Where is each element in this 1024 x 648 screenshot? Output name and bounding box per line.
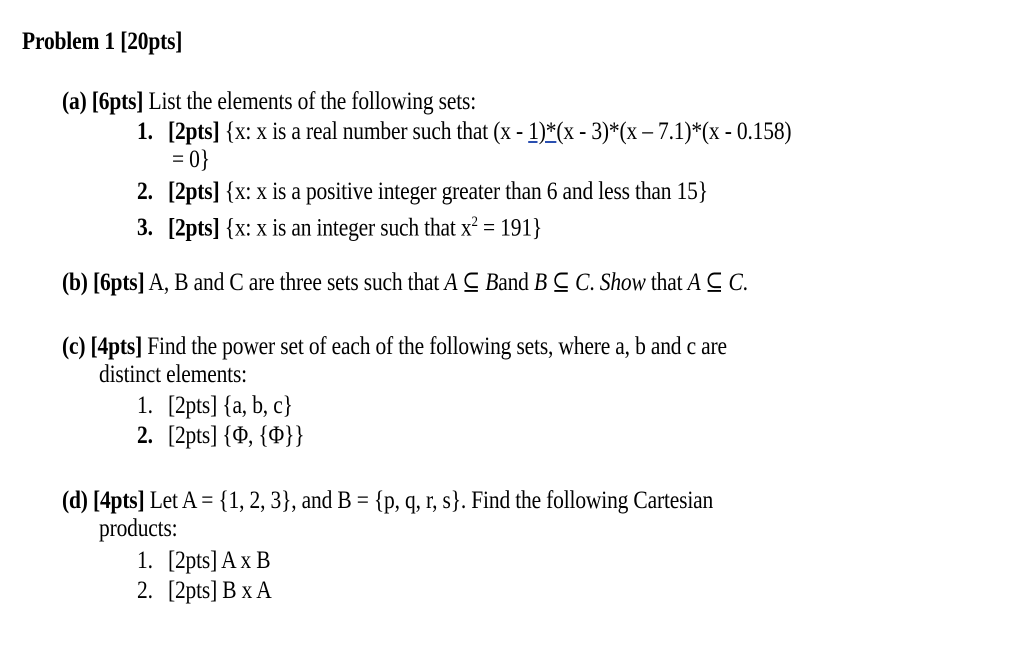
- part-b-text: .: [742, 269, 748, 296]
- item-text: {x: x is a real number such that (x -: [219, 118, 529, 145]
- superscript: 2: [471, 214, 478, 230]
- item-number: 1.: [137, 547, 153, 574]
- part-a-label: (a) [6pts]: [62, 88, 144, 115]
- part-d-label: (d) [4pts]: [62, 487, 145, 514]
- part-d-item-1: [137, 546, 270, 576]
- math-expression: A ⊆ C: [687, 269, 743, 296]
- part-c-item-2: [137, 421, 304, 451]
- part-b-text: .: [589, 269, 600, 296]
- part-c-heading: [62, 332, 727, 362]
- part-b: [62, 268, 748, 298]
- part-a-item-2: [137, 177, 708, 207]
- item-text: [2pts] A x B: [167, 547, 271, 574]
- underlined-text: 1)*: [528, 118, 557, 145]
- part-b-text: that: [645, 269, 688, 296]
- item-number: 2.: [137, 422, 153, 449]
- item-number: 1.: [137, 392, 153, 419]
- part-c-item-1: [137, 391, 293, 421]
- item-points: [2pts]: [167, 118, 220, 145]
- show-keyword: Show: [599, 269, 646, 296]
- item-text: [2pts] {a, b, c}: [167, 392, 293, 419]
- part-c-continuation: distinct elements:: [99, 361, 247, 388]
- part-b-text: and: [498, 269, 534, 296]
- part-d-continuation: products:: [99, 515, 178, 542]
- math-expression: B ⊆ C: [533, 269, 590, 296]
- part-a-item-1-continuation: = 0}: [172, 146, 210, 173]
- item-number: 2.: [137, 178, 153, 205]
- part-a-heading: [62, 87, 476, 117]
- item-text: {x: x is a positive integer greater than 6 and less than 15}: [219, 178, 708, 205]
- problem-title: Problem 1 [20pts]: [22, 28, 183, 55]
- item-text: [2pts] {Φ, {Φ}}: [167, 422, 305, 449]
- part-d-item-2: [137, 576, 272, 606]
- item-text-rest: (x - 3)*(x – 7.1)*(x - 0.158): [556, 118, 792, 145]
- part-a-item-3: [137, 207, 542, 243]
- math-expression: A ⊆ B: [444, 269, 499, 296]
- part-a-text: List the elements of the following sets:: [143, 88, 476, 115]
- item-number: 3.: [137, 214, 153, 242]
- part-d-text: Let A = {1, 2, 3}, and B = {p, q, r, s}. Find the following Cartesian: [144, 487, 714, 514]
- item-text: {x: x is an integer such that x: [219, 214, 472, 242]
- item-text: [2pts] B x A: [167, 577, 272, 604]
- part-c-text: Find the power set of each of the following sets, where a, b and c are: [142, 333, 727, 360]
- item-points: [2pts]: [167, 178, 220, 205]
- item-number: 1.: [137, 118, 153, 145]
- item-points: [2pts]: [167, 214, 220, 242]
- item-number: 2.: [137, 577, 153, 604]
- item-text-rest: = 191}: [477, 214, 543, 242]
- part-b-label: (b) [6pts]: [62, 269, 145, 296]
- part-d-heading: [62, 486, 713, 516]
- part-a-item-1: [137, 117, 791, 147]
- part-b-text: A, B and C are three sets such that: [144, 269, 445, 296]
- part-c-label: (c) [4pts]: [62, 333, 143, 360]
